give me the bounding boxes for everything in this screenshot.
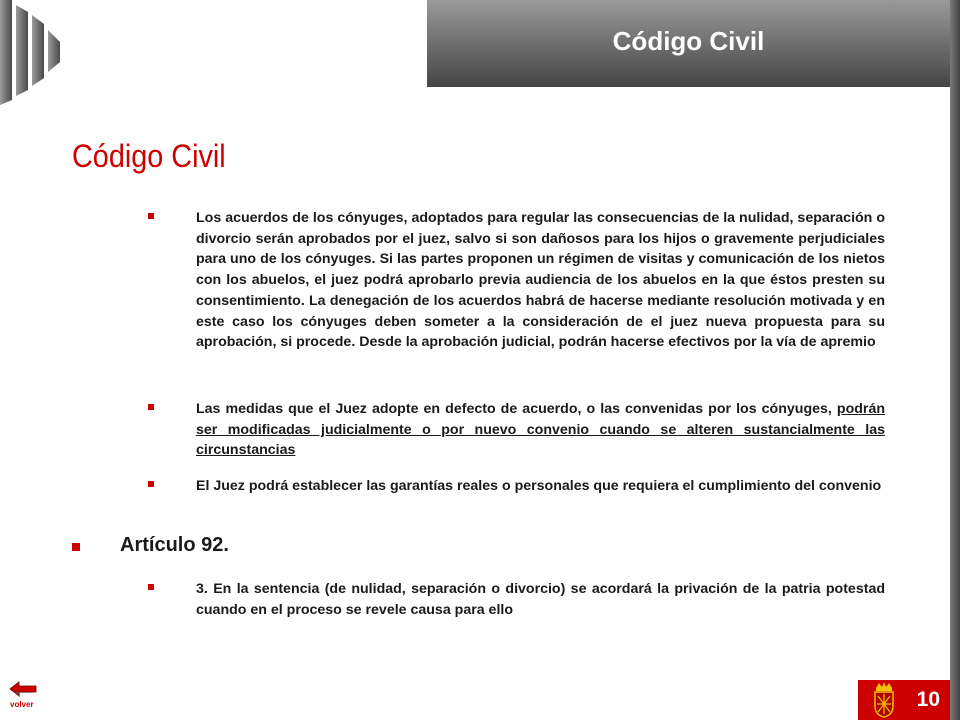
- header-banner: [427, 0, 950, 87]
- list-item-text: [196, 399, 885, 461]
- page-number: 10: [916, 688, 940, 711]
- list-item-text-plain: Las medidas que el Juez adopte en defecto de acuerdo, o las convenidas por los cónyuges,: [196, 401, 832, 417]
- page-title: Código Civil: [72, 138, 226, 174]
- square-bullet-icon: [148, 404, 154, 410]
- list-item-text-underlined: podrán ser modificadas judicialmente o por nuevo convenio cuando se alteren sustancialmente las circunstancias: [196, 401, 885, 459]
- header-title: Código Civil: [612, 26, 765, 56]
- page-number-badge: [858, 680, 950, 720]
- volver-link[interactable]: volver: [10, 700, 34, 709]
- header-stripes-decoration: [0, 0, 80, 110]
- square-bullet-icon: [148, 213, 154, 219]
- article-label: Artículo 92.: [120, 534, 229, 556]
- square-bullet-icon: [72, 543, 80, 551]
- list-item-text: El Juez podrá establecer las garantías reales o personales que requiera el cumplimiento del convenio: [196, 478, 882, 494]
- right-edge-bar: [950, 0, 960, 720]
- square-bullet-icon: [148, 481, 154, 487]
- list-item-text: 3. En la sentencia (de nulidad, separación o divorcio) se acordará la privación de la patria potestad cuando en el proceso se revele causa para ello: [196, 581, 885, 618]
- list-item-text: Los acuerdos de los cónyuges, adoptados para regular las consecuencias de la nulidad, separación o divorcio serán aprobados por el juez, salvo si son dañosos para los hijos o gravemente perjudiciales para uno de los cónyuges. Si las partes proponen un régimen de visitas y comunicación de los nietos con los abuelos, el juez podrá aprobarlo previa audiencia de los abuelos en la que éstos presten su consentimiento. La denegación de los acuerdos habrá de hacerse mediante resolución motivada y en este caso los cónyuges deben someter a la consideración de el juez nueva propuesta para su aprobación, si procede. Desde la aprobación judicial, podrán hacerse efectivos por la vía de apremio: [196, 210, 885, 351]
- navarra-crest-icon: [870, 682, 898, 718]
- square-bullet-icon: [148, 584, 154, 590]
